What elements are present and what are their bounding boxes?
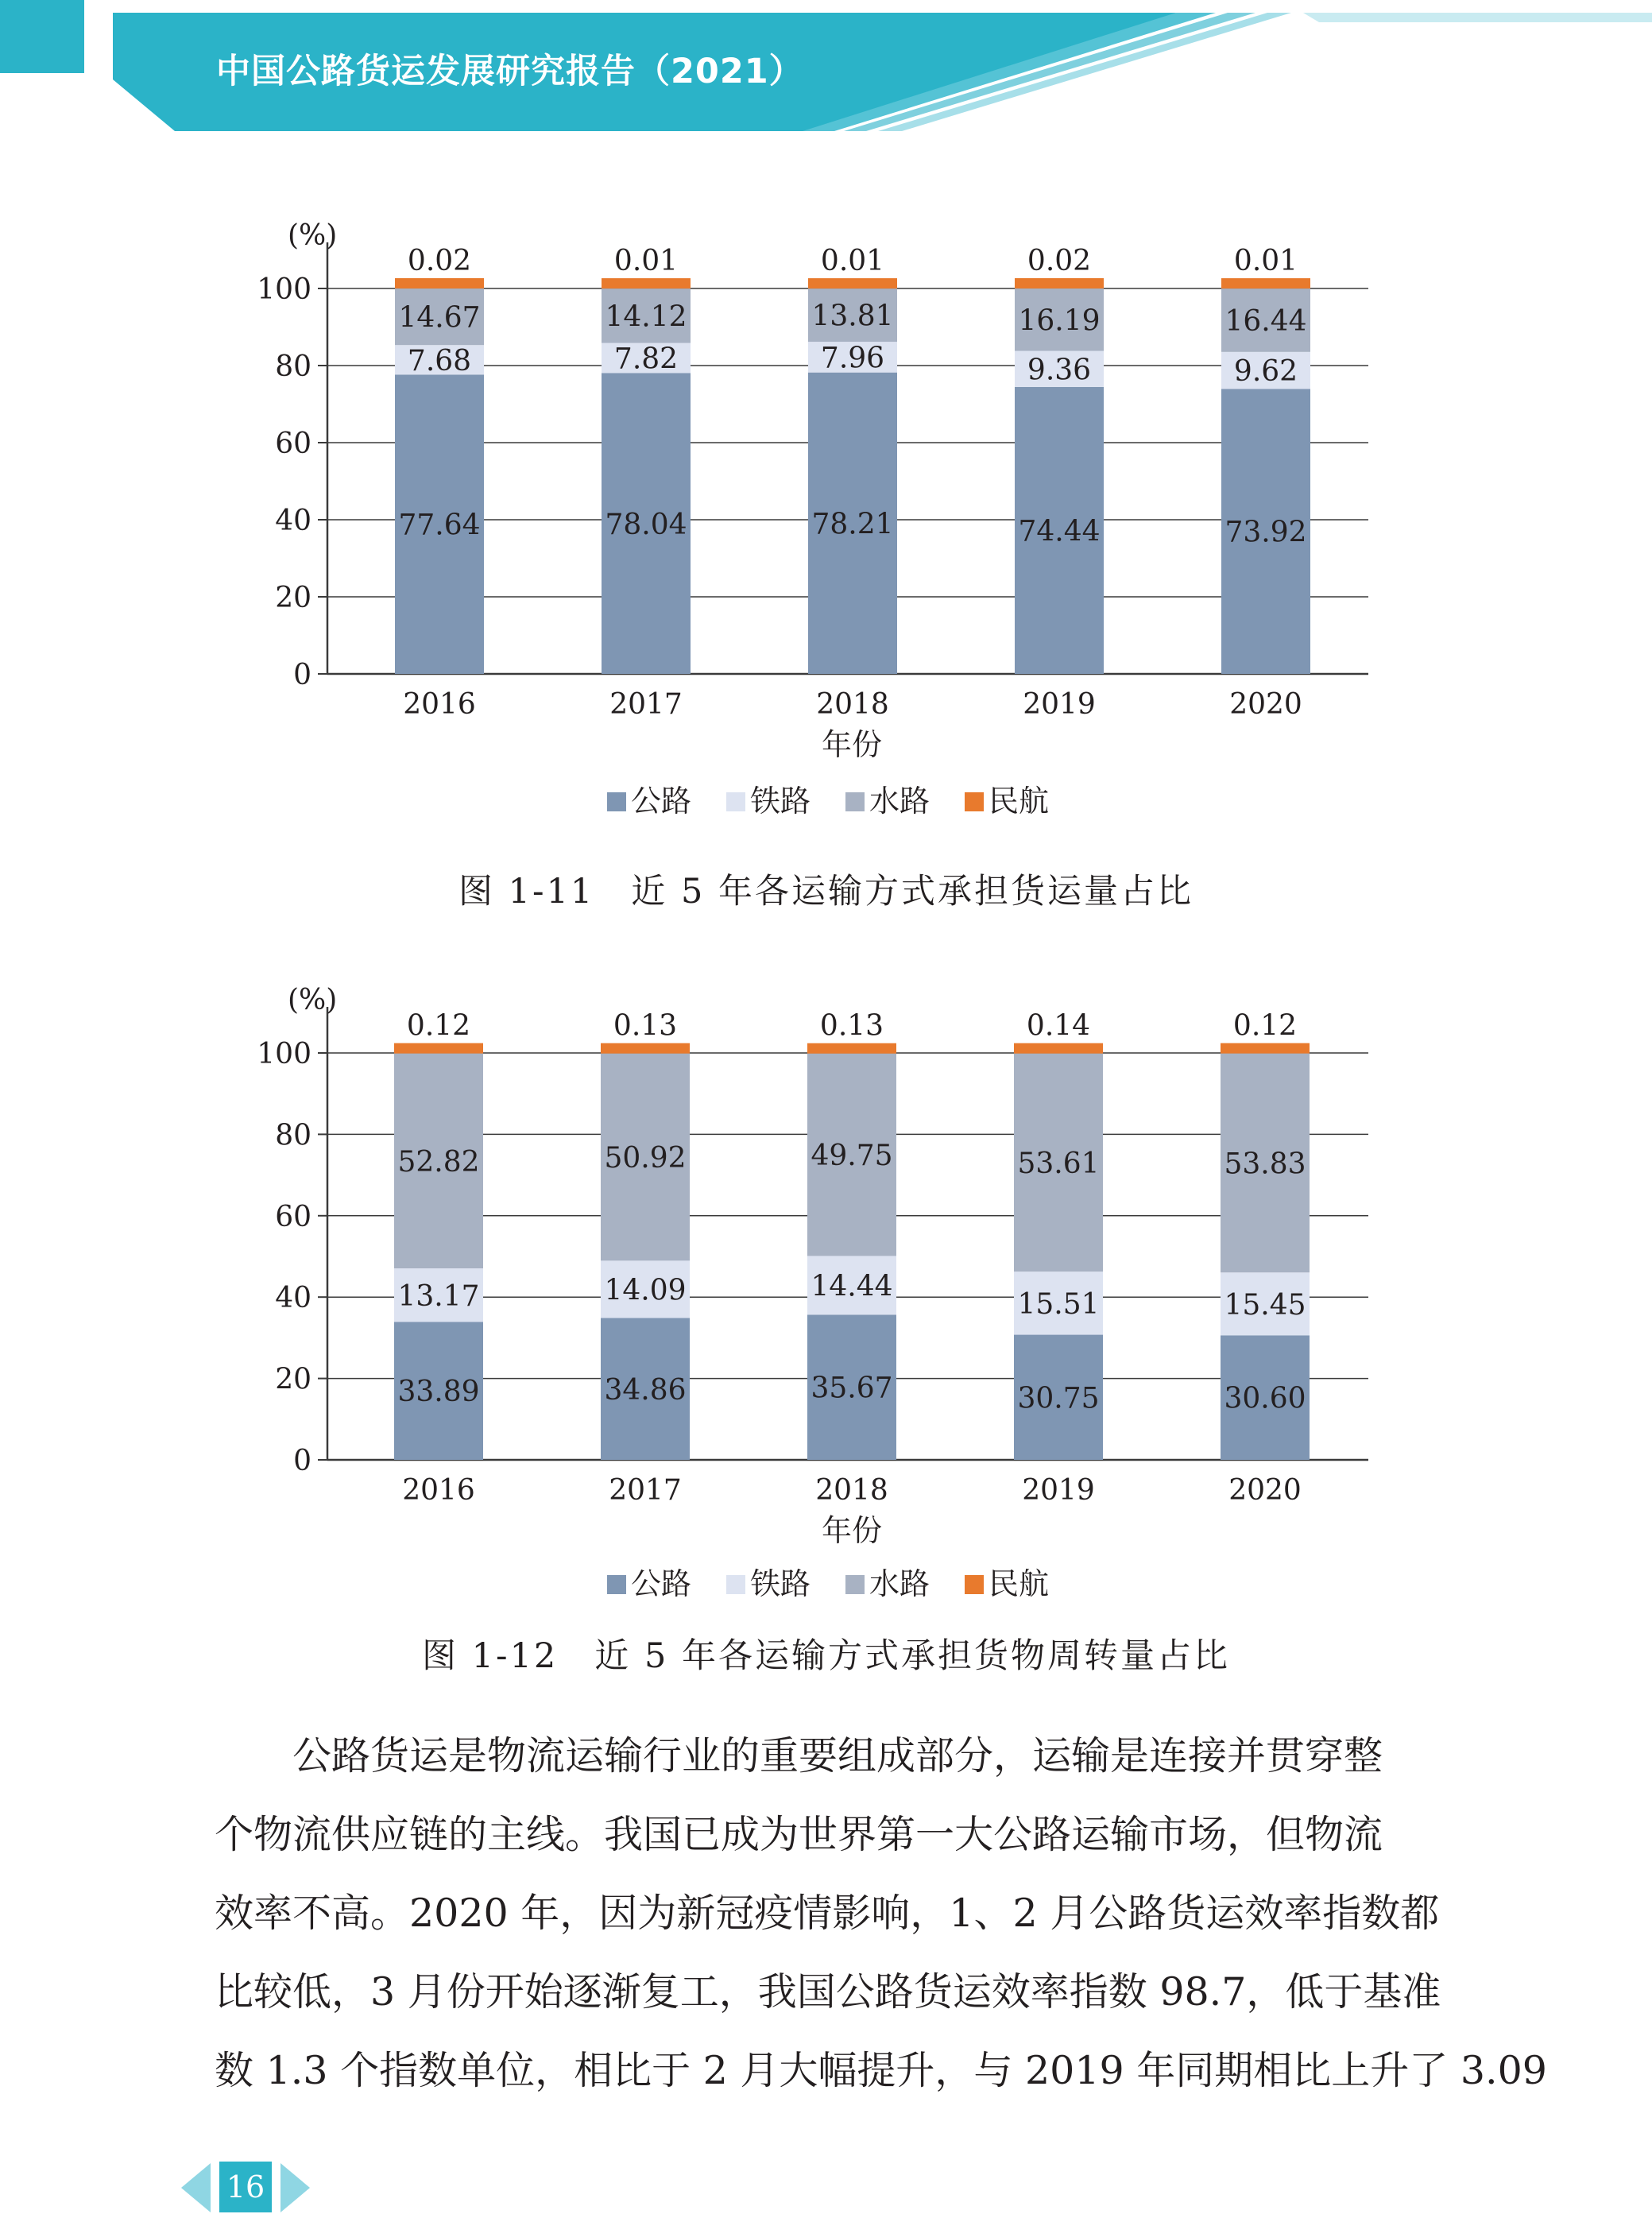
- legend-swatch-highway: [607, 792, 626, 811]
- data-label-aviation: 0.12: [1232, 1009, 1298, 1043]
- legend-swatch-waterway: [845, 792, 865, 811]
- page-footer: [0, 2146, 1652, 2214]
- x-tick-label: 2020: [1228, 1474, 1302, 1507]
- legend-label-railway: 铁路: [750, 784, 811, 819]
- page-number: 16: [226, 2169, 265, 2204]
- y-tick-label: 40: [275, 505, 311, 537]
- data-label-aviation: 0.13: [613, 1009, 678, 1043]
- y-tick-label: 40: [275, 1282, 311, 1315]
- bar-segment-aviation: [807, 1043, 896, 1054]
- body-paragraph: [215, 1717, 1547, 2110]
- bar-segment-aviation: [394, 1043, 483, 1054]
- data-label-highway: 77.64: [398, 509, 481, 542]
- header-title: 中国公路货运发展研究报告（2021）: [216, 52, 804, 91]
- stacked-bar-chart-freight-turnover: [0, 970, 1652, 1621]
- data-label-waterway: 53.61: [1017, 1147, 1100, 1180]
- legend-label-waterway: 水路: [869, 1566, 930, 1601]
- y-tick-label: 80: [275, 350, 311, 383]
- paragraph-line: 比较低，3 月份开始逐渐复工，我国公路货运效率指数 98.7，低于基准: [215, 1969, 1441, 2015]
- y-axis-unit-label: (%): [288, 984, 338, 1016]
- y-tick-label: 100: [257, 273, 311, 306]
- header-stripe-4: [1303, 13, 1652, 22]
- data-label-railway: 9.62: [1233, 355, 1298, 389]
- legend-swatch-aviation: [965, 792, 984, 811]
- x-axis-title: 年份: [821, 1513, 883, 1548]
- data-label-highway: 30.60: [1224, 1382, 1306, 1415]
- bar-segment-aviation: [395, 278, 484, 288]
- y-tick-label: 0: [293, 1445, 311, 1477]
- x-tick-label: 2016: [402, 1474, 475, 1507]
- legend-label-highway: 公路: [631, 784, 692, 819]
- legend-label-railway: 铁路: [750, 1566, 811, 1601]
- data-label-aviation: 0.01: [613, 245, 679, 278]
- data-label-waterway: 16.44: [1224, 304, 1307, 338]
- figure-freight-volume-share: [0, 191, 1652, 922]
- x-tick-label: 2019: [1022, 1474, 1095, 1507]
- y-tick-label: 60: [275, 1200, 311, 1233]
- chart-legend: [607, 784, 1049, 819]
- header-left-block: [0, 0, 84, 73]
- data-label-highway: 30.75: [1017, 1382, 1100, 1415]
- data-label-waterway: 49.75: [811, 1140, 893, 1173]
- y-tick-label: 80: [275, 1119, 311, 1152]
- x-axis-title: 年份: [821, 727, 883, 762]
- paragraph-line: 个物流供应链的主线。我国已成为世界第一大公路运输市场，但物流: [215, 1812, 1383, 1857]
- data-label-highway: 33.89: [397, 1376, 480, 1409]
- data-label-highway: 78.21: [811, 508, 894, 541]
- data-label-highway: 35.67: [811, 1372, 893, 1405]
- data-label-waterway: 14.12: [605, 300, 687, 334]
- data-label-aviation: 0.02: [1027, 245, 1092, 278]
- stacked-bar-chart-freight-volume: [0, 191, 1652, 858]
- data-label-aviation: 0.12: [406, 1009, 471, 1043]
- data-label-waterway: 50.92: [604, 1142, 687, 1175]
- legend-swatch-aviation: [965, 1575, 984, 1594]
- x-tick-label: 2016: [403, 688, 476, 721]
- data-label-railway: 7.68: [407, 344, 472, 377]
- bar-segment-aviation: [1014, 1043, 1103, 1054]
- data-label-aviation: 0.14: [1026, 1009, 1091, 1043]
- y-tick-label: 20: [275, 1363, 311, 1396]
- legend-label-waterway: 水路: [869, 784, 930, 819]
- legend-swatch-railway: [726, 1575, 745, 1594]
- bar-segment-aviation: [808, 278, 897, 288]
- figure-freight-turnover-share: [0, 970, 1652, 1693]
- data-label-railway: 13.17: [397, 1279, 480, 1313]
- data-label-aviation: 0.01: [820, 245, 885, 278]
- data-label-waterway: 14.67: [398, 301, 481, 335]
- data-label-highway: 78.04: [605, 508, 687, 541]
- data-label-waterway: 13.81: [811, 300, 894, 333]
- chart-legend: [607, 1566, 1049, 1601]
- legend-label-aviation: 民航: [988, 784, 1050, 819]
- data-label-railway: 15.45: [1224, 1288, 1306, 1322]
- data-label-aviation: 0.01: [1233, 245, 1298, 278]
- bar-segment-aviation: [601, 1043, 690, 1054]
- legend-swatch-highway: [607, 1575, 626, 1594]
- data-label-aviation: 0.02: [407, 245, 472, 278]
- data-label-highway: 34.86: [604, 1373, 687, 1407]
- x-tick-label: 2018: [816, 688, 889, 721]
- y-axis-unit-label: (%): [288, 219, 338, 252]
- y-tick-label: 100: [257, 1038, 311, 1070]
- x-tick-label: 2017: [609, 688, 683, 721]
- x-tick-label: 2019: [1023, 688, 1096, 721]
- bar-segment-aviation: [1221, 278, 1310, 288]
- paragraph-line: 数 1.3 个指数单位，相比于 2 月大幅提升，与 2019 年同期相比上升了 3.09: [215, 2048, 1547, 2093]
- data-label-highway: 73.92: [1224, 516, 1307, 549]
- x-tick-label: 2017: [609, 1474, 682, 1507]
- data-label-waterway: 52.82: [397, 1145, 480, 1179]
- figure-caption: 图 1-11 近 5 年各运输方式承担货运量占比: [458, 872, 1194, 912]
- prev-arrow-icon: [181, 2163, 211, 2212]
- data-label-aviation: 0.13: [819, 1009, 884, 1043]
- next-arrow-icon: [280, 2163, 310, 2212]
- bar-segment-aviation: [1221, 1043, 1310, 1054]
- data-label-railway: 14.09: [604, 1274, 687, 1307]
- paragraph-line: 公路货运是物流运输行业的重要组成部分，运输是连接并贯穿整: [292, 1733, 1383, 1779]
- y-tick-label: 20: [275, 582, 311, 614]
- data-label-railway: 7.82: [613, 343, 679, 376]
- data-label-highway: 74.44: [1018, 515, 1101, 548]
- paragraph-line: 效率不高。2020 年，因为新冠疫情影响，1、2 月公路货运效率指数都: [215, 1891, 1440, 1936]
- bar-segment-aviation: [602, 278, 691, 288]
- legend-swatch-waterway: [845, 1575, 865, 1594]
- data-label-waterway: 16.19: [1018, 304, 1101, 338]
- data-label-railway: 7.96: [820, 342, 885, 375]
- page-header: [0, 0, 1652, 135]
- data-label-railway: 9.36: [1027, 354, 1092, 387]
- data-label-waterway: 53.83: [1224, 1148, 1306, 1181]
- x-tick-label: 2020: [1229, 688, 1302, 721]
- bar-segment-aviation: [1015, 278, 1104, 288]
- data-label-railway: 15.51: [1017, 1287, 1100, 1321]
- figure-caption: 图 1-12 近 5 年各运输方式承担货物周转量占比: [422, 1636, 1230, 1676]
- x-tick-label: 2018: [815, 1474, 888, 1507]
- legend-label-aviation: 民航: [988, 1566, 1050, 1601]
- y-tick-label: 60: [275, 428, 311, 460]
- data-label-railway: 14.44: [811, 1270, 893, 1303]
- legend-swatch-railway: [726, 792, 745, 811]
- legend-label-highway: 公路: [631, 1566, 692, 1601]
- y-tick-label: 0: [293, 659, 311, 691]
